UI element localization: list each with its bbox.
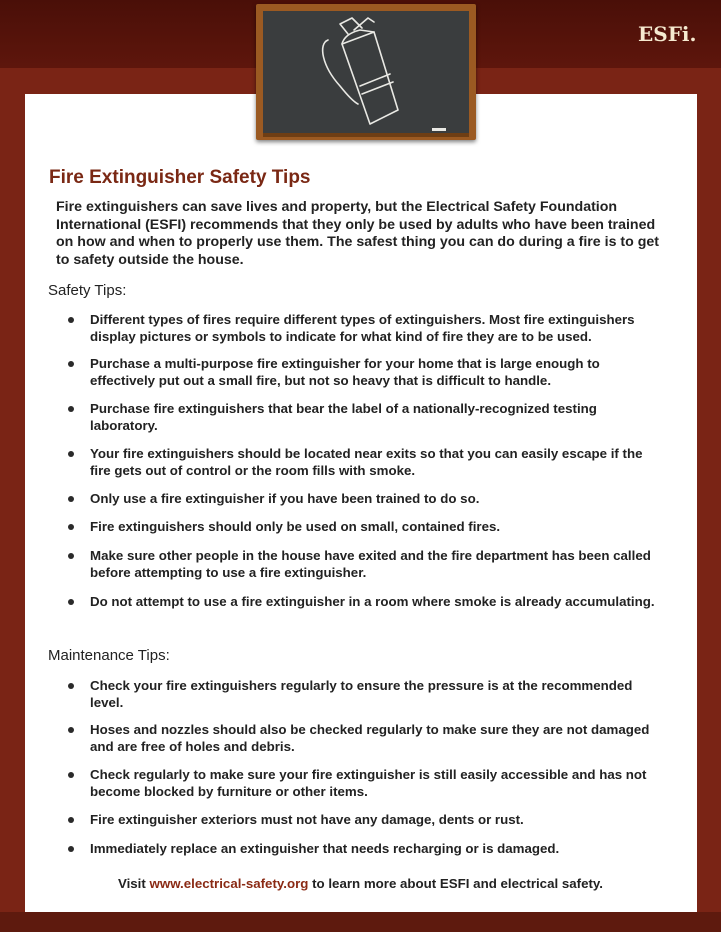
page-title: Fire Extinguisher Safety Tips [49,167,311,188]
safety-tips-heading: Safety Tips: [48,282,127,299]
esfi-website-link[interactable]: www.electrical-safety.org [149,876,309,891]
bullet-icon [68,496,74,502]
maintenance-tips-heading: Maintenance Tips: [48,647,170,664]
bullet-icon [68,772,74,778]
fire-extinguisher-icon [256,4,476,140]
intro-paragraph: Fire extinguishers can save lives and property, but the Electrical Safety Foundation International (ESFI) recommends that they only be used by adults who have been trained on how and when to properly use them. The safest thing you can do during a fire is to get to safety outside the house. [56,199,660,268]
tip-text: Check your fire extinguishers regularly to ensure the pressure is at the recommended level. [90,678,633,710]
esfi-logo: ESFi. [638,22,697,46]
tip-text: Make sure other people in the house have exited and the fire department has been called before attempting to use a fire extinguisher. [90,548,651,580]
tip-text: Immediately replace an extinguisher that needs recharging or is damaged. [90,841,560,856]
footer-band [0,912,721,932]
bullet-icon [68,817,74,823]
footer-note [0,876,721,891]
bullet-icon [68,361,74,367]
tip-text: Hoses and nozzles should also be checked regularly to make sure they are not damaged and are free of holes and debris. [90,722,650,754]
footer-suffix: to learn more about ESFI and electrical safety. [312,876,604,891]
tip-text: Your fire extinguishers should be located near exits so that you can easily escape if the fire gets out of control or the room fills with smoke. [90,446,643,478]
footer-prefix: Visit [117,876,146,891]
bullet-icon [68,599,74,605]
tip-text: Purchase a multi-purpose fire extinguisher for your home that is large enough to effectively put out a small fire, but not so heavy that is difficult to handle. [90,356,600,388]
bullet-icon [68,451,74,457]
tip-text: Do not attempt to use a fire extinguisher in a room where smoke is already accumulating. [90,594,655,609]
tip-text: Fire extinguisher exteriors must not have any damage, dents or rust. [90,812,524,827]
bullet-icon [68,317,74,323]
chalkboard-illustration [256,4,476,140]
bullet-icon [68,727,74,733]
bullet-icon [68,553,74,559]
bullet-icon [68,524,74,530]
bullet-icon [68,846,74,852]
bullet-icon [68,683,74,689]
tip-text: Fire extinguishers should only be used on small, contained fires. [90,519,501,534]
bullet-icon [68,406,74,412]
tip-text: Purchase fire extinguishers that bear the label of a nationally-recognized testing laboratory. [90,401,597,433]
tip-text: Different types of fires require different types of extinguishers. Most fire extinguishers display pictures or symbols to indicate for what kind of fire they are to be used. [90,312,635,344]
tip-text: Only use a fire extinguisher if you have been trained to do so. [90,491,480,506]
tip-text: Check regularly to make sure your fire extinguisher is still easily accessible and has not become blocked by furniture or other items. [90,767,647,799]
